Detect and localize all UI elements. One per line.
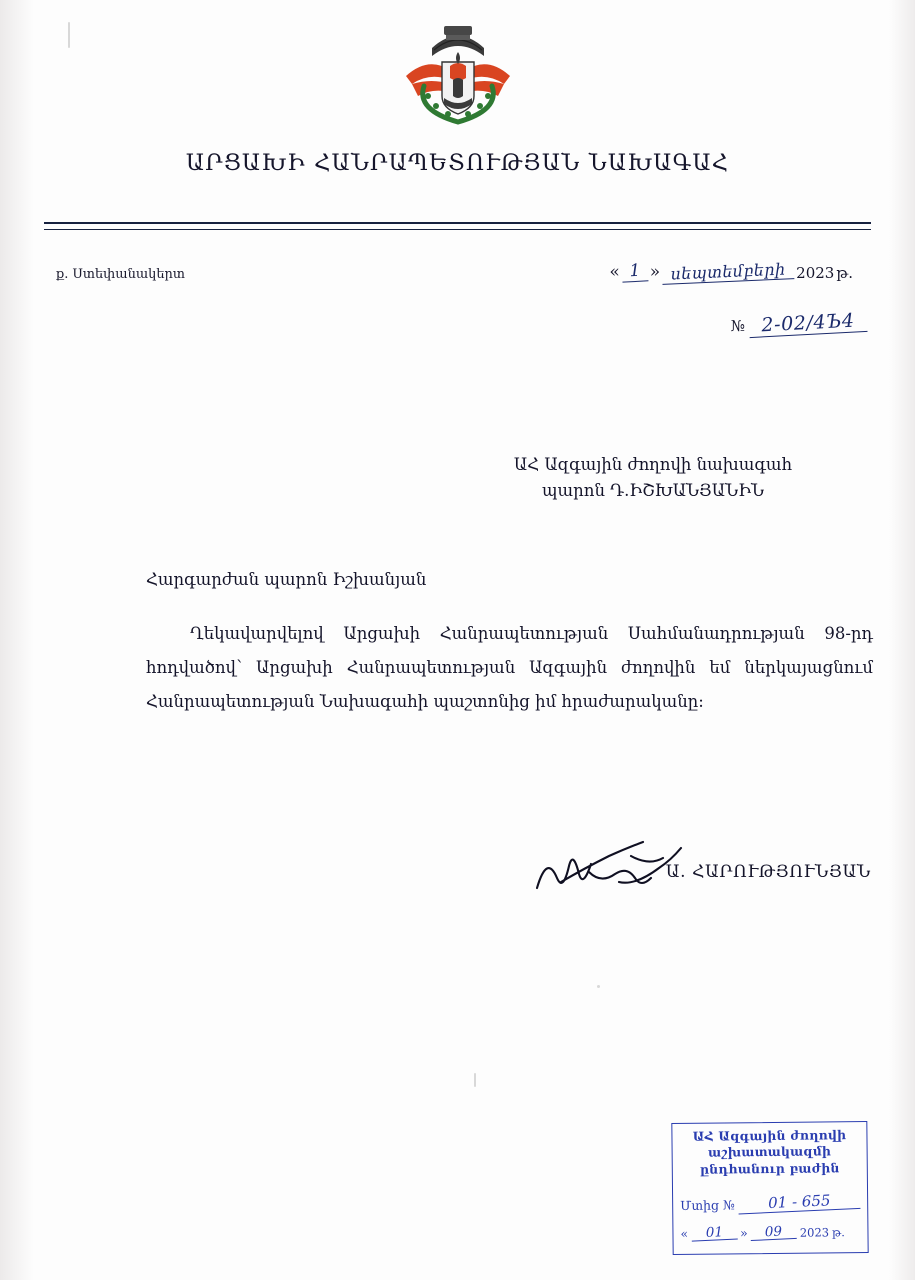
stamp-date-suffix: թ.	[831, 1225, 845, 1240]
artsakh-coat-of-arms-icon	[398, 18, 518, 130]
stamp-date-open-quote: «	[680, 1226, 689, 1242]
stamp-heading-line-3: ընդհանուր բաժին	[699, 1160, 840, 1177]
date-year-suffix: թ.	[836, 264, 853, 282]
stamp-heading-line-1: ԱՀ Ազգային ժողովի	[692, 1127, 847, 1144]
stamp-incoming-value: 01 - 655	[737, 1192, 860, 1214]
date-close-quote: »	[649, 262, 661, 282]
date-open-quote: «	[609, 262, 620, 282]
date-day-handwritten: 1	[621, 262, 648, 282]
addressee-block	[443, 452, 863, 503]
scan-artifact	[68, 22, 70, 48]
stamp-date-close-quote: »	[740, 1225, 748, 1241]
stamp-incoming-row	[680, 1191, 860, 1213]
stamp-heading-line-2: աշխատակազմի	[708, 1143, 832, 1161]
salutation: Հարգարժան պարոն Իշխանյան	[146, 570, 427, 589]
stamp-date-month: 09	[750, 1224, 797, 1241]
registration-stamp	[671, 1121, 868, 1255]
scan-artifact	[474, 1073, 476, 1087]
body-paragraph: Ղեկավարվելով Արցախի Հանրապետության Սահմանադրության 98-րդ հոդվածով՝ Արցախի Հանրապետության Ազգային ժողովին եմ ներկայացնում Հանրապետության Նախագահի պաշտոնից իմ հրաժարականը:	[146, 624, 873, 711]
stamp-heading	[678, 1127, 861, 1178]
document-number	[730, 309, 867, 337]
signatory-name: Ա. ՀԱՐՈՒԹՅՈՒՆՅԱՆ	[665, 862, 871, 882]
stamp-date-row	[680, 1224, 860, 1241]
document-number-handwritten: 2-02/4Ъ4	[748, 309, 867, 338]
scan-artifact	[597, 985, 600, 988]
stamp-incoming-label: Մտից №	[680, 1197, 735, 1213]
stamp-date-year: 2023	[799, 1225, 830, 1240]
city-label: ք. Ստեփանակերտ	[56, 267, 185, 282]
date-year: 2023	[796, 264, 835, 282]
addressee-line-2: պարոն Դ.ԻՇԽԱՆՅԱՆԻՆ	[541, 480, 765, 500]
dateline	[609, 259, 853, 284]
addressee-line-1: ԱՀ Ազգային ժողովի նախագահ	[513, 455, 793, 474]
document-number-label: №	[730, 317, 745, 335]
stamp-date-day: 01	[691, 1225, 738, 1242]
date-month-handwritten: սեպտեմբերի	[662, 259, 795, 285]
signature-block	[451, 846, 871, 906]
header-divider	[44, 222, 871, 230]
page-title: ԱՐՑԱԽԻ ՀԱՆՐԱՊԵՏՈՒԹՅԱՆ ՆԱԽԱԳԱՀ	[185, 150, 730, 176]
